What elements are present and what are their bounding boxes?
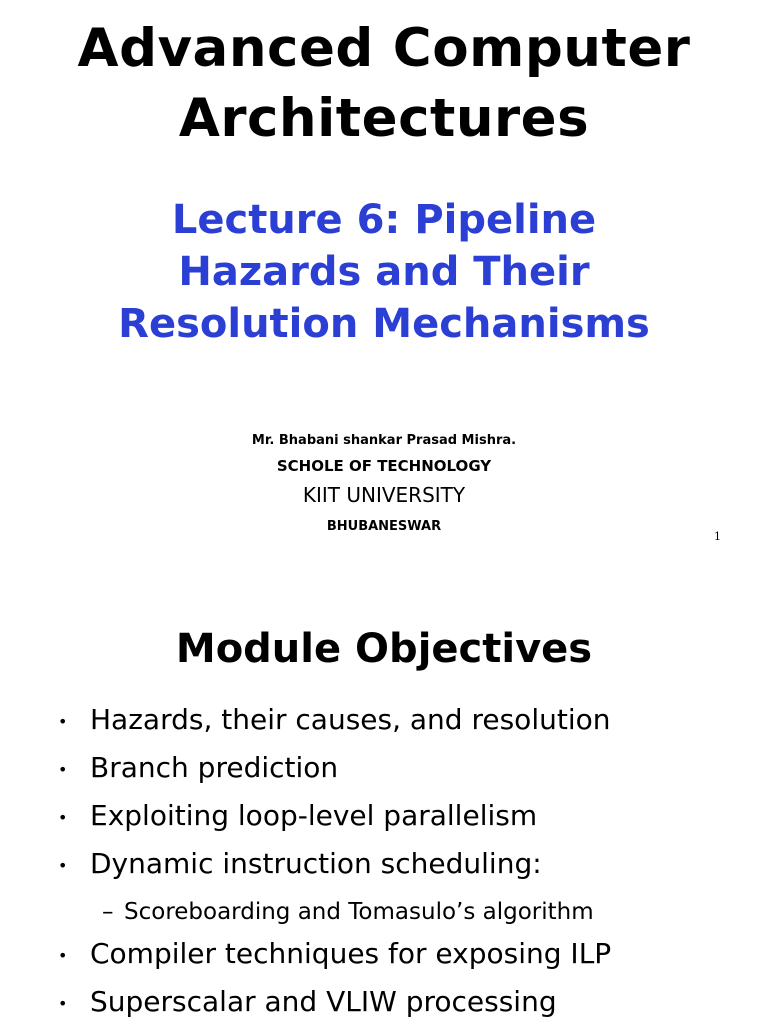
list-item: [0, 982, 768, 1024]
list-item-text: Superscalar and VLIW processing: [90, 985, 557, 1018]
list-item-text: Exploiting loop-level parallelism: [90, 799, 538, 832]
subtitle-line-2: Hazards and Their: [178, 249, 590, 295]
objectives-list: [0, 700, 768, 1024]
list-item: [0, 934, 768, 982]
module-title: Module Objectives: [175, 626, 593, 672]
list-item: [0, 700, 768, 748]
bullet-icon: •: [58, 760, 68, 779]
list-item-text: Compiler techniques for exposing ILP: [90, 937, 612, 970]
list-item-text: Branch prediction: [90, 751, 339, 784]
lecture-subtitle: [0, 194, 768, 350]
list-item: [0, 748, 768, 796]
bullet-icon: •: [58, 808, 68, 827]
list-item-text: Hazards, their causes, and resolution: [90, 703, 611, 736]
author-city: BHUBANESWAR: [326, 519, 442, 534]
slide-2: [0, 560, 768, 1024]
subtitle-line-3: Resolution Mechanisms: [118, 301, 650, 347]
subtitle-line-1: Lecture 6: Pipeline: [171, 197, 597, 243]
bullet-icon: •: [58, 994, 68, 1013]
author-university: KIIT UNIVERSITY: [302, 483, 466, 507]
sub-list-item: [0, 892, 768, 934]
main-title: [0, 14, 768, 154]
list-item-text: Dynamic instruction scheduling:: [90, 847, 542, 880]
main-title-line-2: Architectures: [178, 88, 590, 149]
list-item: [0, 796, 768, 844]
author-name: Mr. Bhabani shankar Prasad Mishra.: [251, 433, 517, 448]
dash-icon: –: [102, 899, 114, 925]
sub-list-item-text: Scoreboarding and Tomasulo’s algorithm: [124, 899, 594, 925]
bullet-icon: •: [58, 856, 68, 875]
bullet-icon: •: [58, 712, 68, 731]
author-school: SCHOLE OF TECHNOLOGY: [276, 457, 492, 475]
bullet-icon: •: [58, 946, 68, 965]
slide-number: 1: [714, 530, 721, 543]
main-title-line-1: Advanced Computer: [77, 18, 691, 79]
list-item: [0, 844, 768, 892]
